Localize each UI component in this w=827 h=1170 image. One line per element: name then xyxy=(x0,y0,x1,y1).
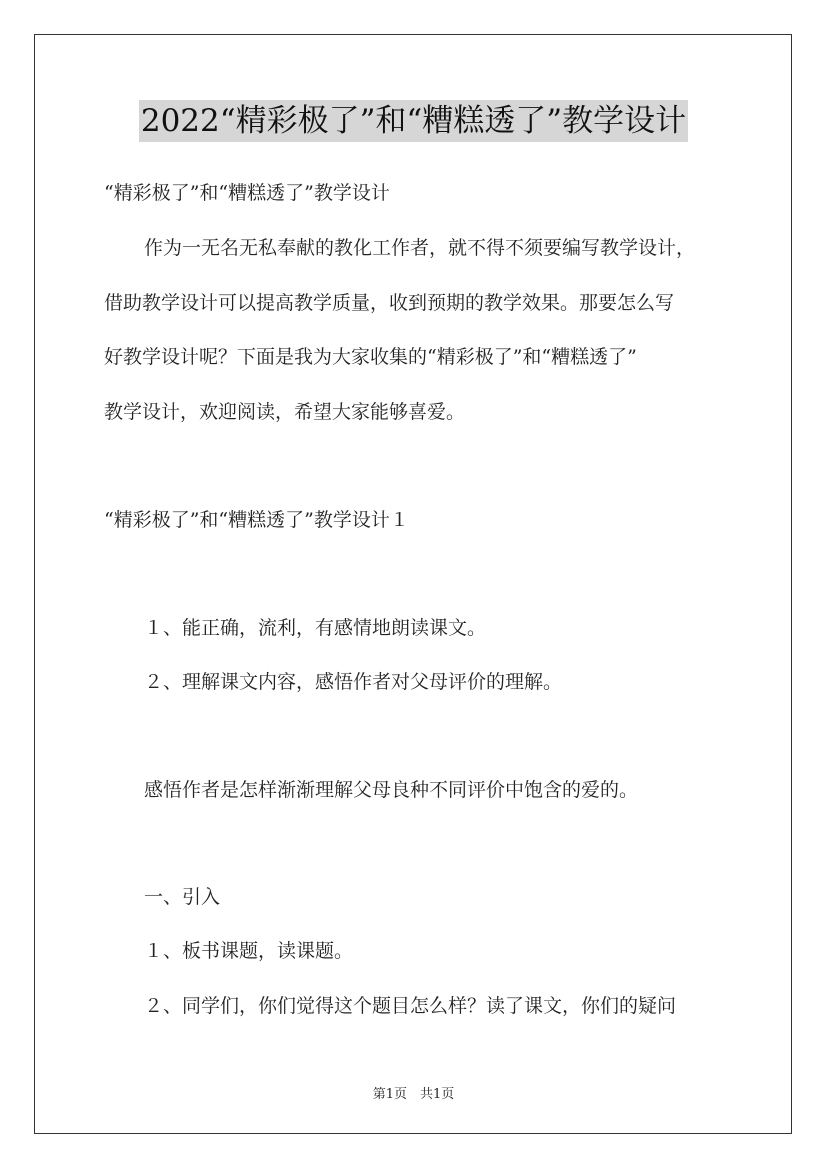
document-title: 2022“精彩极了”和“糟糕透了”教学设计 xyxy=(139,100,688,142)
part-heading: 一、引入 xyxy=(144,886,221,908)
intro-line: 教学设计，欢迎阅读，希望大家能够喜爱。 xyxy=(104,401,466,423)
title-container xyxy=(0,100,827,142)
intro-line: 作为一无名无私奉献的教化工作者，就不得不须要编写教学设计， xyxy=(144,237,696,259)
step-item: １、板书课题，读课题。 xyxy=(144,940,354,962)
document-subtitle: “精彩极了”和“糟糕透了”教学设计 xyxy=(104,182,390,204)
key-point: 感悟作者是怎样渐渐理解父母良种不同评价中饱含的爱的。 xyxy=(144,779,639,801)
intro-line: 好教学设计呢？下面是我为大家收集的“精彩极了”和“糟糕透了” xyxy=(104,346,637,368)
step-item: ２、同学们，你们觉得这个题目怎么样？读了课文，你们的疑问 xyxy=(144,995,677,1017)
goal-item: ２、理解课文内容，感悟作者对父母评价的理解。 xyxy=(144,671,563,693)
goal-item: １、能正确，流利，有感情地朗读课文。 xyxy=(144,617,487,639)
section-heading: “精彩极了”和“糟糕透了”教学设计１ xyxy=(104,509,409,531)
page-number: 第1页 共1页 xyxy=(372,1087,455,1102)
intro-line: 借助教学设计可以提高教学质量，收到预期的教学效果。那要怎么写 xyxy=(104,292,675,314)
